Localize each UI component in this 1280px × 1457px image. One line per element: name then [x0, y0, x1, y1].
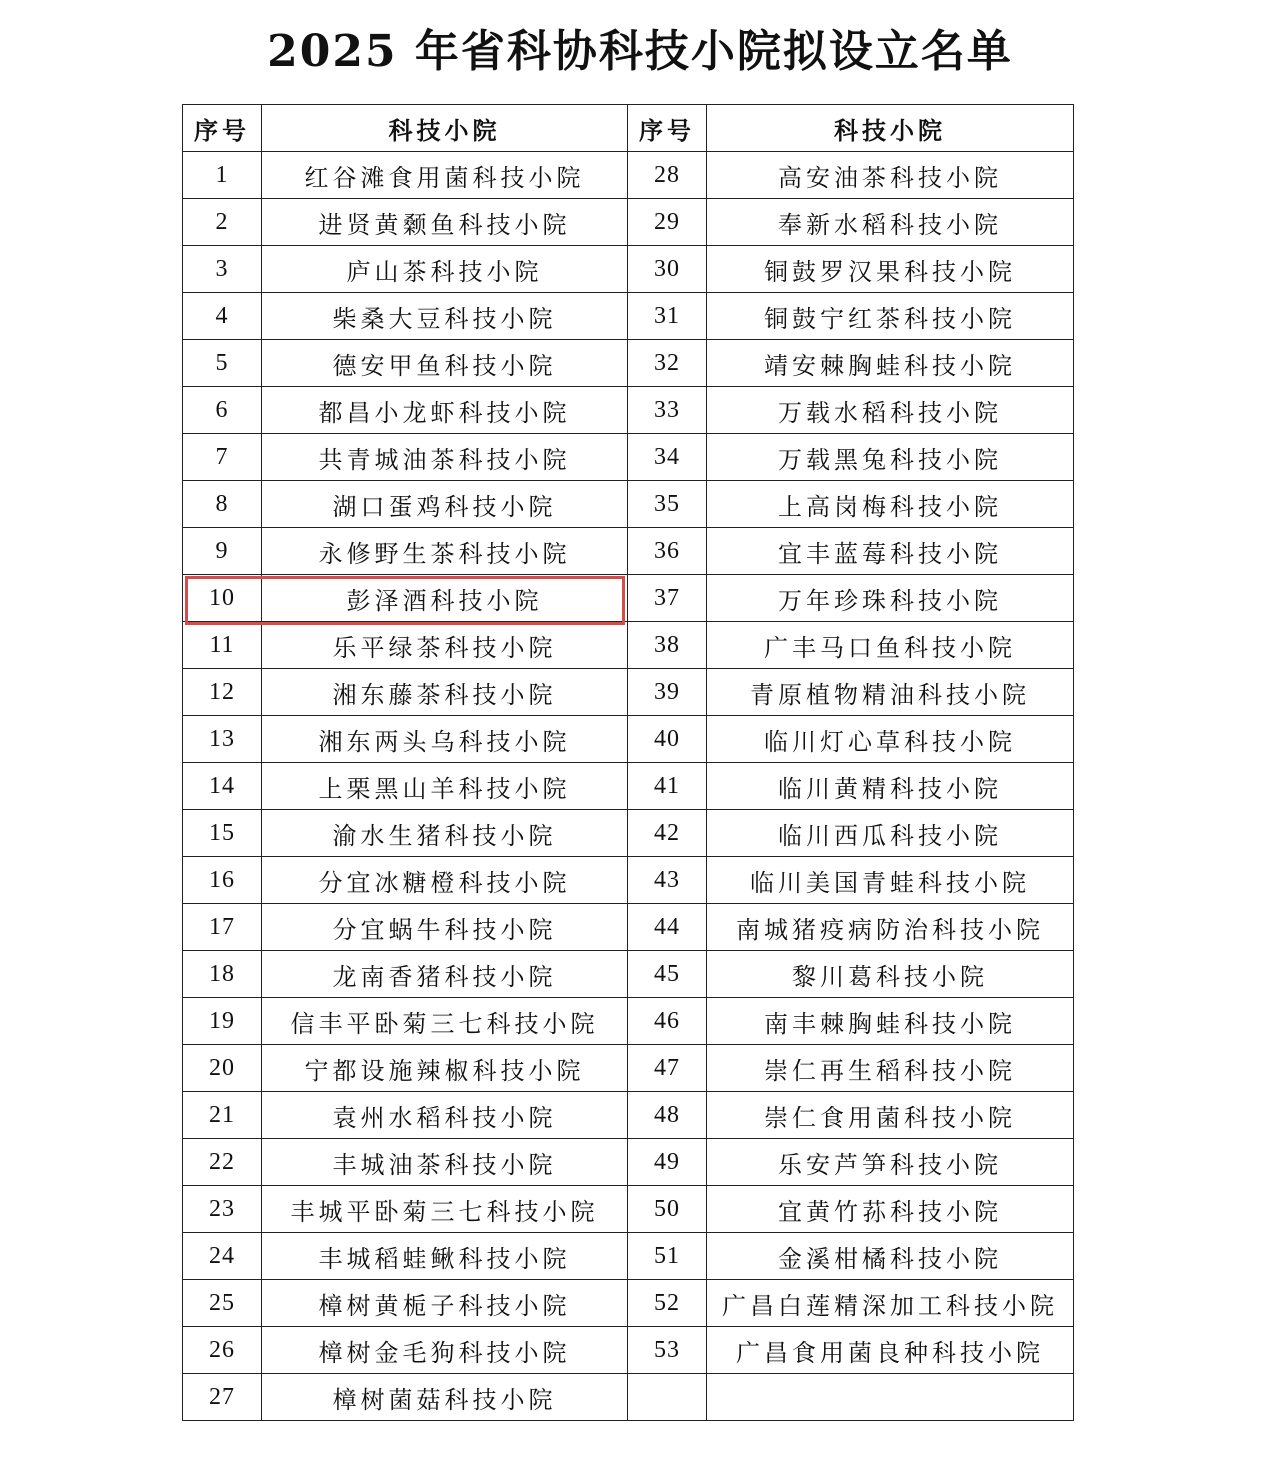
seq-cell [628, 1374, 707, 1421]
name-cell: 青原植物精油科技小院 [707, 669, 1074, 716]
seq-cell: 30 [628, 246, 707, 293]
seq-cell: 35 [628, 481, 707, 528]
seq-cell: 14 [183, 763, 262, 810]
table-row [183, 1092, 1074, 1139]
header-name-right: 科技小院 [707, 105, 1074, 152]
table-row [183, 716, 1074, 763]
name-cell: 南丰棘胸蛙科技小院 [707, 998, 1074, 1045]
seq-cell: 8 [183, 481, 262, 528]
seq-cell: 13 [183, 716, 262, 763]
seq-cell: 53 [628, 1327, 707, 1374]
name-cell: 袁州水稻科技小院 [262, 1092, 628, 1139]
table-row [183, 622, 1074, 669]
seq-cell: 36 [628, 528, 707, 575]
seq-cell: 38 [628, 622, 707, 669]
name-cell: 都昌小龙虾科技小院 [262, 387, 628, 434]
table-row [183, 199, 1074, 246]
seq-cell: 29 [628, 199, 707, 246]
header-seq-left: 序号 [183, 105, 262, 152]
seq-cell: 41 [628, 763, 707, 810]
seq-cell: 20 [183, 1045, 262, 1092]
name-cell: 金溪柑橘科技小院 [707, 1233, 1074, 1280]
name-cell: 临川西瓜科技小院 [707, 810, 1074, 857]
table-row [183, 951, 1074, 998]
table-header-row [183, 105, 1074, 152]
table-row [183, 434, 1074, 481]
seq-cell: 24 [183, 1233, 262, 1280]
name-cell: 樟树菌菇科技小院 [262, 1374, 628, 1421]
seq-cell: 32 [628, 340, 707, 387]
seq-cell: 50 [628, 1186, 707, 1233]
name-cell: 丰城稻蛙鳅科技小院 [262, 1233, 628, 1280]
name-cell: 上栗黑山羊科技小院 [262, 763, 628, 810]
table-row [183, 1186, 1074, 1233]
name-cell: 临川灯心草科技小院 [707, 716, 1074, 763]
name-cell [707, 1374, 1074, 1421]
science-courtyard-table [182, 104, 1074, 1421]
table-row [183, 293, 1074, 340]
table-row [183, 904, 1074, 951]
seq-cell: 28 [628, 152, 707, 199]
table-row [183, 669, 1074, 716]
table-body [183, 152, 1074, 1421]
seq-cell: 18 [183, 951, 262, 998]
seq-cell: 10 [183, 575, 262, 622]
seq-cell: 48 [628, 1092, 707, 1139]
seq-cell: 47 [628, 1045, 707, 1092]
name-cell: 崇仁再生稻科技小院 [707, 1045, 1074, 1092]
seq-cell: 3 [183, 246, 262, 293]
name-cell: 高安油茶科技小院 [707, 152, 1074, 199]
table-row [183, 810, 1074, 857]
seq-cell: 12 [183, 669, 262, 716]
table-row [183, 1374, 1074, 1421]
name-cell: 临川黄精科技小院 [707, 763, 1074, 810]
name-cell: 铜鼓罗汉果科技小院 [707, 246, 1074, 293]
seq-cell: 43 [628, 857, 707, 904]
name-cell: 信丰平卧菊三七科技小院 [262, 998, 628, 1045]
table-row [183, 340, 1074, 387]
name-cell: 广丰马口鱼科技小院 [707, 622, 1074, 669]
seq-cell: 52 [628, 1280, 707, 1327]
table-row [183, 1280, 1074, 1327]
seq-cell: 7 [183, 434, 262, 481]
seq-cell: 42 [628, 810, 707, 857]
name-cell: 永修野生茶科技小院 [262, 528, 628, 575]
seq-cell: 40 [628, 716, 707, 763]
seq-cell: 15 [183, 810, 262, 857]
seq-cell: 33 [628, 387, 707, 434]
name-cell: 广昌食用菌良种科技小院 [707, 1327, 1074, 1374]
table-row [183, 481, 1074, 528]
seq-cell: 6 [183, 387, 262, 434]
seq-cell: 9 [183, 528, 262, 575]
seq-cell: 51 [628, 1233, 707, 1280]
name-cell: 分宜蜗牛科技小院 [262, 904, 628, 951]
name-cell: 乐安芦笋科技小院 [707, 1139, 1074, 1186]
table-row [183, 1139, 1074, 1186]
header-seq-right: 序号 [628, 105, 707, 152]
name-cell: 德安甲鱼科技小院 [262, 340, 628, 387]
name-cell: 丰城油茶科技小院 [262, 1139, 628, 1186]
name-cell: 共青城油茶科技小院 [262, 434, 628, 481]
table-row [183, 1045, 1074, 1092]
table-row [183, 1233, 1074, 1280]
table-row [183, 575, 1074, 622]
name-cell: 南城猪疫病防治科技小院 [707, 904, 1074, 951]
name-cell: 进贤黄颡鱼科技小院 [262, 199, 628, 246]
name-cell: 上高岗梅科技小院 [707, 481, 1074, 528]
seq-cell: 44 [628, 904, 707, 951]
seq-cell: 19 [183, 998, 262, 1045]
name-cell: 黎川葛科技小院 [707, 951, 1074, 998]
name-cell: 广昌白莲精深加工科技小院 [707, 1280, 1074, 1327]
name-cell: 湘东藤茶科技小院 [262, 669, 628, 716]
name-cell: 铜鼓宁红茶科技小院 [707, 293, 1074, 340]
seq-cell: 4 [183, 293, 262, 340]
seq-cell: 26 [183, 1327, 262, 1374]
table-row [183, 998, 1074, 1045]
name-cell: 龙南香猪科技小院 [262, 951, 628, 998]
seq-cell: 39 [628, 669, 707, 716]
name-cell: 万载黑兔科技小院 [707, 434, 1074, 481]
name-cell: 崇仁食用菌科技小院 [707, 1092, 1074, 1139]
name-cell: 丰城平卧菊三七科技小院 [262, 1186, 628, 1233]
seq-cell: 45 [628, 951, 707, 998]
header-name-left: 科技小院 [262, 105, 628, 152]
name-cell: 彭泽酒科技小院 [262, 575, 628, 622]
name-cell: 靖安棘胸蛙科技小院 [707, 340, 1074, 387]
seq-cell: 23 [183, 1186, 262, 1233]
seq-cell: 34 [628, 434, 707, 481]
page-title: 2025 年省科协科技小院拟设立名单 [267, 26, 1013, 77]
seq-cell: 46 [628, 998, 707, 1045]
name-cell: 红谷滩食用菌科技小院 [262, 152, 628, 199]
name-cell: 渝水生猪科技小院 [262, 810, 628, 857]
name-cell: 湖口蛋鸡科技小院 [262, 481, 628, 528]
seq-cell: 2 [183, 199, 262, 246]
seq-cell: 49 [628, 1139, 707, 1186]
seq-cell: 5 [183, 340, 262, 387]
seq-cell: 25 [183, 1280, 262, 1327]
name-cell: 临川美国青蛙科技小院 [707, 857, 1074, 904]
name-cell: 乐平绿茶科技小院 [262, 622, 628, 669]
name-cell: 湘东两头乌科技小院 [262, 716, 628, 763]
name-cell: 樟树黄栀子科技小院 [262, 1280, 628, 1327]
seq-cell: 31 [628, 293, 707, 340]
seq-cell: 11 [183, 622, 262, 669]
table-row [183, 1327, 1074, 1374]
name-cell: 庐山茶科技小院 [262, 246, 628, 293]
name-cell: 分宜冰糖橙科技小院 [262, 857, 628, 904]
name-cell: 樟树金毛狗科技小院 [262, 1327, 628, 1374]
seq-cell: 27 [183, 1374, 262, 1421]
name-cell: 宜丰蓝莓科技小院 [707, 528, 1074, 575]
table-row [183, 387, 1074, 434]
table-row [183, 152, 1074, 199]
seq-cell: 22 [183, 1139, 262, 1186]
name-cell: 宜黄竹荪科技小院 [707, 1186, 1074, 1233]
seq-cell: 17 [183, 904, 262, 951]
table-row [183, 763, 1074, 810]
seq-cell: 16 [183, 857, 262, 904]
name-cell: 万载水稻科技小院 [707, 387, 1074, 434]
table-row [183, 528, 1074, 575]
seq-cell: 37 [628, 575, 707, 622]
name-cell: 柴桑大豆科技小院 [262, 293, 628, 340]
seq-cell: 1 [183, 152, 262, 199]
name-cell: 万年珍珠科技小院 [707, 575, 1074, 622]
table-row [183, 857, 1074, 904]
seq-cell: 21 [183, 1092, 262, 1139]
name-cell: 宁都设施辣椒科技小院 [262, 1045, 628, 1092]
name-cell: 奉新水稻科技小院 [707, 199, 1074, 246]
table-row [183, 246, 1074, 293]
